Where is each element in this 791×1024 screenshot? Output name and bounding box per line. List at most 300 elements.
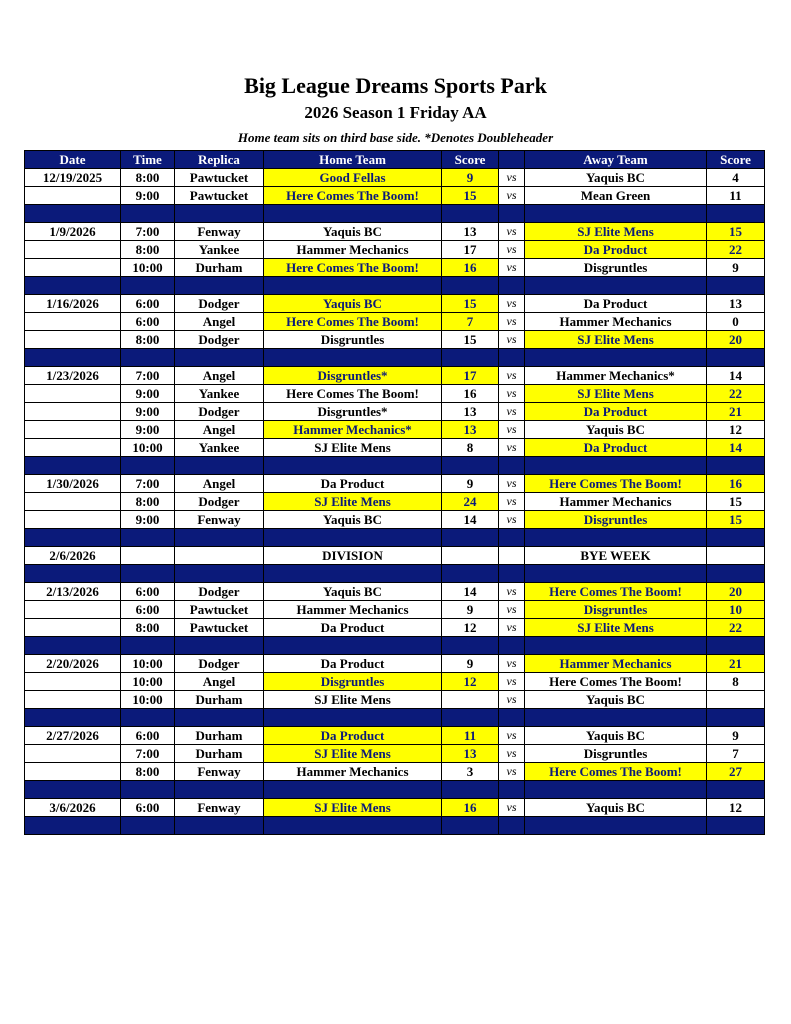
game-row bbox=[25, 439, 765, 457]
date-cell bbox=[25, 763, 121, 781]
away-team-cell: Hammer Mechanics* bbox=[525, 367, 707, 385]
schedule-body bbox=[25, 169, 765, 835]
vs-cell: vs bbox=[499, 511, 525, 529]
separator-cell bbox=[499, 565, 525, 583]
separator-cell bbox=[121, 349, 175, 367]
home-team-cell: Good Fellas bbox=[264, 169, 442, 187]
replica-cell: Fenway bbox=[175, 799, 264, 817]
home-team-cell: Here Comes The Boom! bbox=[264, 385, 442, 403]
col-header-home-team: Home Team bbox=[264, 151, 442, 169]
home-team-cell: SJ Elite Mens bbox=[264, 691, 442, 709]
time-cell: 9:00 bbox=[121, 421, 175, 439]
replica-cell: Durham bbox=[175, 727, 264, 745]
away-team-cell: Here Comes The Boom! bbox=[525, 583, 707, 601]
away-team-cell: Disgruntles bbox=[525, 511, 707, 529]
time-cell: 9:00 bbox=[121, 511, 175, 529]
away-score-cell: 22 bbox=[707, 385, 765, 403]
home-team-cell: Disgruntles bbox=[264, 331, 442, 349]
separator-cell bbox=[442, 277, 499, 295]
time-cell: 9:00 bbox=[121, 403, 175, 421]
game-row bbox=[25, 673, 765, 691]
time-cell: 6:00 bbox=[121, 295, 175, 313]
away-score-cell: 10 bbox=[707, 601, 765, 619]
vs-cell: vs bbox=[499, 367, 525, 385]
vs-cell: vs bbox=[499, 187, 525, 205]
replica-cell: Dodger bbox=[175, 403, 264, 421]
away-team-cell: Hammer Mechanics bbox=[525, 655, 707, 673]
away-score-cell: 21 bbox=[707, 655, 765, 673]
col-header-away-score: Score bbox=[707, 151, 765, 169]
away-team-cell: Da Product bbox=[525, 241, 707, 259]
game-row bbox=[25, 367, 765, 385]
home-team-cell: Hammer Mechanics bbox=[264, 763, 442, 781]
separator-row bbox=[25, 781, 765, 799]
date-cell bbox=[25, 385, 121, 403]
vs-cell: vs bbox=[499, 223, 525, 241]
replica-cell: Fenway bbox=[175, 223, 264, 241]
away-score-cell: 4 bbox=[707, 169, 765, 187]
separator-cell bbox=[264, 277, 442, 295]
home-score-cell: 15 bbox=[442, 331, 499, 349]
time-cell bbox=[121, 547, 175, 565]
home-team-cell: Here Comes The Boom! bbox=[264, 313, 442, 331]
home-score-cell: 9 bbox=[442, 655, 499, 673]
time-cell: 8:00 bbox=[121, 619, 175, 637]
home-team-cell: Da Product bbox=[264, 655, 442, 673]
home-team-cell: Yaquis BC bbox=[264, 511, 442, 529]
home-team-cell: Here Comes The Boom! bbox=[264, 259, 442, 277]
separator-cell bbox=[499, 709, 525, 727]
replica-cell: Fenway bbox=[175, 763, 264, 781]
separator-cell bbox=[25, 781, 121, 799]
home-score-cell: 13 bbox=[442, 421, 499, 439]
time-cell: 7:00 bbox=[121, 223, 175, 241]
home-team-cell: Hammer Mechanics bbox=[264, 601, 442, 619]
replica-cell: Angel bbox=[175, 367, 264, 385]
game-row bbox=[25, 223, 765, 241]
replica-cell: Yankee bbox=[175, 241, 264, 259]
date-cell bbox=[25, 511, 121, 529]
page-title: Big League Dreams Sports Park bbox=[244, 73, 547, 98]
separator-cell bbox=[121, 637, 175, 655]
away-score-cell: 20 bbox=[707, 583, 765, 601]
date-cell bbox=[25, 421, 121, 439]
away-score-cell: 9 bbox=[707, 727, 765, 745]
home-team-cell: Yaquis BC bbox=[264, 583, 442, 601]
date-cell: 1/9/2026 bbox=[25, 223, 121, 241]
away-team-cell: Disgruntles bbox=[525, 259, 707, 277]
home-team-cell: Da Product bbox=[264, 727, 442, 745]
separator-cell bbox=[499, 529, 525, 547]
game-row bbox=[25, 241, 765, 259]
date-cell bbox=[25, 493, 121, 511]
away-score-cell: 14 bbox=[707, 367, 765, 385]
vs-cell: vs bbox=[499, 655, 525, 673]
game-row bbox=[25, 169, 765, 187]
time-cell: 8:00 bbox=[121, 331, 175, 349]
away-team-cell: Here Comes The Boom! bbox=[525, 763, 707, 781]
date-cell bbox=[25, 619, 121, 637]
time-cell: 10:00 bbox=[121, 691, 175, 709]
separator-cell bbox=[707, 205, 765, 223]
separator-row bbox=[25, 817, 765, 835]
vs-cell: vs bbox=[499, 493, 525, 511]
separator-cell bbox=[707, 565, 765, 583]
separator-cell bbox=[121, 529, 175, 547]
separator-cell bbox=[175, 817, 264, 835]
separator-cell bbox=[707, 529, 765, 547]
away-score-cell: 27 bbox=[707, 763, 765, 781]
separator-cell bbox=[707, 637, 765, 655]
time-cell: 6:00 bbox=[121, 583, 175, 601]
home-score-cell: 14 bbox=[442, 511, 499, 529]
date-cell: 12/19/2025 bbox=[25, 169, 121, 187]
home-score-cell: 17 bbox=[442, 241, 499, 259]
game-row bbox=[25, 511, 765, 529]
schedule-table bbox=[24, 150, 765, 835]
home-team-cell: DIVISION bbox=[264, 547, 442, 565]
separator-cell bbox=[442, 817, 499, 835]
date-cell: 1/30/2026 bbox=[25, 475, 121, 493]
separator-cell bbox=[121, 781, 175, 799]
game-row bbox=[25, 331, 765, 349]
separator-cell bbox=[499, 349, 525, 367]
vs-cell: vs bbox=[499, 799, 525, 817]
separator-cell bbox=[25, 817, 121, 835]
vs-cell: vs bbox=[499, 331, 525, 349]
away-score-cell: 21 bbox=[707, 403, 765, 421]
separator-cell bbox=[525, 709, 707, 727]
home-score-cell: 13 bbox=[442, 745, 499, 763]
header-row bbox=[25, 151, 765, 169]
separator-cell bbox=[707, 457, 765, 475]
home-team-cell: SJ Elite Mens bbox=[264, 745, 442, 763]
away-score-cell: 22 bbox=[707, 241, 765, 259]
time-cell: 6:00 bbox=[121, 727, 175, 745]
separator-cell bbox=[25, 277, 121, 295]
separator-cell bbox=[499, 277, 525, 295]
separator-cell bbox=[707, 709, 765, 727]
separator-row bbox=[25, 349, 765, 367]
away-team-cell: Here Comes The Boom! bbox=[525, 475, 707, 493]
time-cell: 6:00 bbox=[121, 601, 175, 619]
separator-cell bbox=[499, 817, 525, 835]
separator-cell bbox=[525, 277, 707, 295]
away-score-cell: 14 bbox=[707, 439, 765, 457]
separator-cell bbox=[264, 205, 442, 223]
separator-cell bbox=[264, 457, 442, 475]
separator-cell bbox=[442, 781, 499, 799]
col-header-date: Date bbox=[25, 151, 121, 169]
separator-cell bbox=[121, 709, 175, 727]
replica-cell: Dodger bbox=[175, 655, 264, 673]
away-score-cell: 15 bbox=[707, 223, 765, 241]
vs-cell: vs bbox=[499, 241, 525, 259]
home-score-cell: 12 bbox=[442, 673, 499, 691]
separator-cell bbox=[175, 277, 264, 295]
away-score-cell bbox=[707, 547, 765, 565]
home-score-cell: 9 bbox=[442, 169, 499, 187]
replica-cell: Pawtucket bbox=[175, 169, 264, 187]
game-row bbox=[25, 421, 765, 439]
away-team-cell: SJ Elite Mens bbox=[525, 619, 707, 637]
date-cell bbox=[25, 673, 121, 691]
separator-cell bbox=[175, 205, 264, 223]
separator-cell bbox=[121, 277, 175, 295]
vs-cell: vs bbox=[499, 403, 525, 421]
date-cell bbox=[25, 745, 121, 763]
home-score-cell: 9 bbox=[442, 475, 499, 493]
away-team-cell: Here Comes The Boom! bbox=[525, 673, 707, 691]
vs-cell: vs bbox=[499, 421, 525, 439]
date-cell bbox=[25, 601, 121, 619]
date-cell: 2/6/2026 bbox=[25, 547, 121, 565]
separator-cell bbox=[499, 457, 525, 475]
separator-cell bbox=[121, 565, 175, 583]
page-subtitle: 2026 Season 1 Friday AA bbox=[304, 103, 487, 122]
home-team-cell: SJ Elite Mens bbox=[264, 439, 442, 457]
replica-cell: Angel bbox=[175, 673, 264, 691]
away-score-cell: 11 bbox=[707, 187, 765, 205]
home-score-cell: 24 bbox=[442, 493, 499, 511]
vs-cell: vs bbox=[499, 295, 525, 313]
home-team-cell: Da Product bbox=[264, 475, 442, 493]
home-score-cell bbox=[442, 547, 499, 565]
separator-cell bbox=[264, 565, 442, 583]
home-score-cell: 8 bbox=[442, 439, 499, 457]
replica-cell: Yankee bbox=[175, 385, 264, 403]
col-header-replica: Replica bbox=[175, 151, 264, 169]
vs-cell: vs bbox=[499, 691, 525, 709]
vs-cell: vs bbox=[499, 313, 525, 331]
replica-cell: Fenway bbox=[175, 511, 264, 529]
away-team-cell: Yaquis BC bbox=[525, 799, 707, 817]
game-row bbox=[25, 763, 765, 781]
replica-cell: Durham bbox=[175, 745, 264, 763]
separator-cell bbox=[175, 565, 264, 583]
time-cell: 10:00 bbox=[121, 439, 175, 457]
away-score-cell: 13 bbox=[707, 295, 765, 313]
date-cell: 1/23/2026 bbox=[25, 367, 121, 385]
separator-row bbox=[25, 277, 765, 295]
vs-cell: vs bbox=[499, 619, 525, 637]
separator-cell bbox=[525, 817, 707, 835]
separator-cell bbox=[121, 817, 175, 835]
separator-cell bbox=[525, 565, 707, 583]
separator-cell bbox=[499, 637, 525, 655]
replica-cell: Angel bbox=[175, 313, 264, 331]
date-cell bbox=[25, 241, 121, 259]
replica-cell bbox=[175, 547, 264, 565]
vs-cell: vs bbox=[499, 673, 525, 691]
home-score-cell: 7 bbox=[442, 313, 499, 331]
away-score-cell: 7 bbox=[707, 745, 765, 763]
separator-cell bbox=[525, 781, 707, 799]
home-team-cell: Disgruntles* bbox=[264, 403, 442, 421]
away-score-cell: 12 bbox=[707, 421, 765, 439]
home-team-cell: Da Product bbox=[264, 619, 442, 637]
separator-cell bbox=[121, 205, 175, 223]
home-score-cell: 12 bbox=[442, 619, 499, 637]
date-cell: 2/13/2026 bbox=[25, 583, 121, 601]
vs-cell: vs bbox=[499, 763, 525, 781]
game-row bbox=[25, 745, 765, 763]
separator-cell bbox=[25, 349, 121, 367]
separator-cell bbox=[175, 457, 264, 475]
game-row bbox=[25, 799, 765, 817]
separator-cell bbox=[707, 781, 765, 799]
date-cell: 2/27/2026 bbox=[25, 727, 121, 745]
away-team-cell: Hammer Mechanics bbox=[525, 493, 707, 511]
away-team-cell: Da Product bbox=[525, 403, 707, 421]
vs-cell: vs bbox=[499, 745, 525, 763]
separator-cell bbox=[525, 205, 707, 223]
separator-cell bbox=[525, 457, 707, 475]
away-score-cell: 16 bbox=[707, 475, 765, 493]
separator-cell bbox=[525, 637, 707, 655]
game-row bbox=[25, 403, 765, 421]
vs-cell: vs bbox=[499, 601, 525, 619]
home-score-cell: 16 bbox=[442, 799, 499, 817]
separator-cell bbox=[264, 817, 442, 835]
replica-cell: Pawtucket bbox=[175, 601, 264, 619]
separator-cell bbox=[25, 529, 121, 547]
home-team-cell: Yaquis BC bbox=[264, 223, 442, 241]
away-team-cell: Yaquis BC bbox=[525, 421, 707, 439]
separator-cell bbox=[499, 205, 525, 223]
separator-cell bbox=[264, 349, 442, 367]
separator-row bbox=[25, 457, 765, 475]
game-row bbox=[25, 547, 765, 565]
separator-row bbox=[25, 205, 765, 223]
home-score-cell: 9 bbox=[442, 601, 499, 619]
separator-cell bbox=[25, 709, 121, 727]
away-score-cell: 12 bbox=[707, 799, 765, 817]
replica-cell: Dodger bbox=[175, 493, 264, 511]
page-note: Home team sits on third base side. *Denotes Doubleheader bbox=[237, 130, 554, 145]
separator-cell bbox=[707, 349, 765, 367]
away-team-cell: SJ Elite Mens bbox=[525, 385, 707, 403]
separator-cell bbox=[175, 529, 264, 547]
date-cell bbox=[25, 187, 121, 205]
separator-row bbox=[25, 709, 765, 727]
date-cell bbox=[25, 259, 121, 277]
time-cell: 10:00 bbox=[121, 259, 175, 277]
away-score-cell: 0 bbox=[707, 313, 765, 331]
replica-cell: Pawtucket bbox=[175, 187, 264, 205]
separator-cell bbox=[442, 205, 499, 223]
home-score-cell: 14 bbox=[442, 583, 499, 601]
game-row bbox=[25, 619, 765, 637]
away-team-cell: Disgruntles bbox=[525, 745, 707, 763]
replica-cell: Dodger bbox=[175, 295, 264, 313]
time-cell: 8:00 bbox=[121, 763, 175, 781]
vs-cell: vs bbox=[499, 583, 525, 601]
home-team-cell: Disgruntles bbox=[264, 673, 442, 691]
date-cell bbox=[25, 439, 121, 457]
replica-cell: Dodger bbox=[175, 583, 264, 601]
time-cell: 8:00 bbox=[121, 241, 175, 259]
separator-cell bbox=[442, 457, 499, 475]
away-team-cell: Yaquis BC bbox=[525, 727, 707, 745]
game-row bbox=[25, 727, 765, 745]
separator-cell bbox=[264, 637, 442, 655]
home-score-cell bbox=[442, 691, 499, 709]
separator-cell bbox=[264, 709, 442, 727]
replica-cell: Durham bbox=[175, 691, 264, 709]
away-team-cell: BYE WEEK bbox=[525, 547, 707, 565]
home-team-cell: SJ Elite Mens bbox=[264, 799, 442, 817]
date-cell bbox=[25, 331, 121, 349]
time-cell: 7:00 bbox=[121, 745, 175, 763]
separator-cell bbox=[442, 637, 499, 655]
game-row bbox=[25, 583, 765, 601]
away-score-cell: 9 bbox=[707, 259, 765, 277]
game-row bbox=[25, 295, 765, 313]
time-cell: 9:00 bbox=[121, 385, 175, 403]
col-header-vs bbox=[499, 151, 525, 169]
separator-cell bbox=[499, 781, 525, 799]
away-score-cell bbox=[707, 691, 765, 709]
away-score-cell: 8 bbox=[707, 673, 765, 691]
separator-cell bbox=[175, 637, 264, 655]
time-cell: 7:00 bbox=[121, 475, 175, 493]
home-score-cell: 13 bbox=[442, 403, 499, 421]
replica-cell: Pawtucket bbox=[175, 619, 264, 637]
date-cell bbox=[25, 313, 121, 331]
vs-cell: vs bbox=[499, 169, 525, 187]
col-header-time: Time bbox=[121, 151, 175, 169]
away-score-cell: 22 bbox=[707, 619, 765, 637]
separator-cell bbox=[525, 349, 707, 367]
separator-cell bbox=[175, 781, 264, 799]
replica-cell: Angel bbox=[175, 475, 264, 493]
game-row bbox=[25, 187, 765, 205]
separator-cell bbox=[175, 709, 264, 727]
away-team-cell: Da Product bbox=[525, 295, 707, 313]
separator-row bbox=[25, 565, 765, 583]
separator-cell bbox=[442, 529, 499, 547]
replica-cell: Dodger bbox=[175, 331, 264, 349]
separator-cell bbox=[121, 457, 175, 475]
home-team-cell: Hammer Mechanics* bbox=[264, 421, 442, 439]
replica-cell: Durham bbox=[175, 259, 264, 277]
home-team-cell: Disgruntles* bbox=[264, 367, 442, 385]
separator-cell bbox=[25, 637, 121, 655]
date-cell: 3/6/2026 bbox=[25, 799, 121, 817]
home-score-cell: 13 bbox=[442, 223, 499, 241]
away-team-cell: SJ Elite Mens bbox=[525, 223, 707, 241]
home-score-cell: 3 bbox=[442, 763, 499, 781]
separator-cell bbox=[525, 529, 707, 547]
home-team-cell: Yaquis BC bbox=[264, 295, 442, 313]
home-score-cell: 16 bbox=[442, 259, 499, 277]
time-cell: 9:00 bbox=[121, 187, 175, 205]
time-cell: 10:00 bbox=[121, 673, 175, 691]
game-row bbox=[25, 475, 765, 493]
separator-row bbox=[25, 529, 765, 547]
separator-cell bbox=[442, 709, 499, 727]
vs-cell: vs bbox=[499, 259, 525, 277]
time-cell: 6:00 bbox=[121, 313, 175, 331]
home-score-cell: 15 bbox=[442, 187, 499, 205]
game-row bbox=[25, 655, 765, 673]
replica-cell: Yankee bbox=[175, 439, 264, 457]
separator-cell bbox=[25, 565, 121, 583]
game-row bbox=[25, 601, 765, 619]
game-row bbox=[25, 313, 765, 331]
home-team-cell: Hammer Mechanics bbox=[264, 241, 442, 259]
